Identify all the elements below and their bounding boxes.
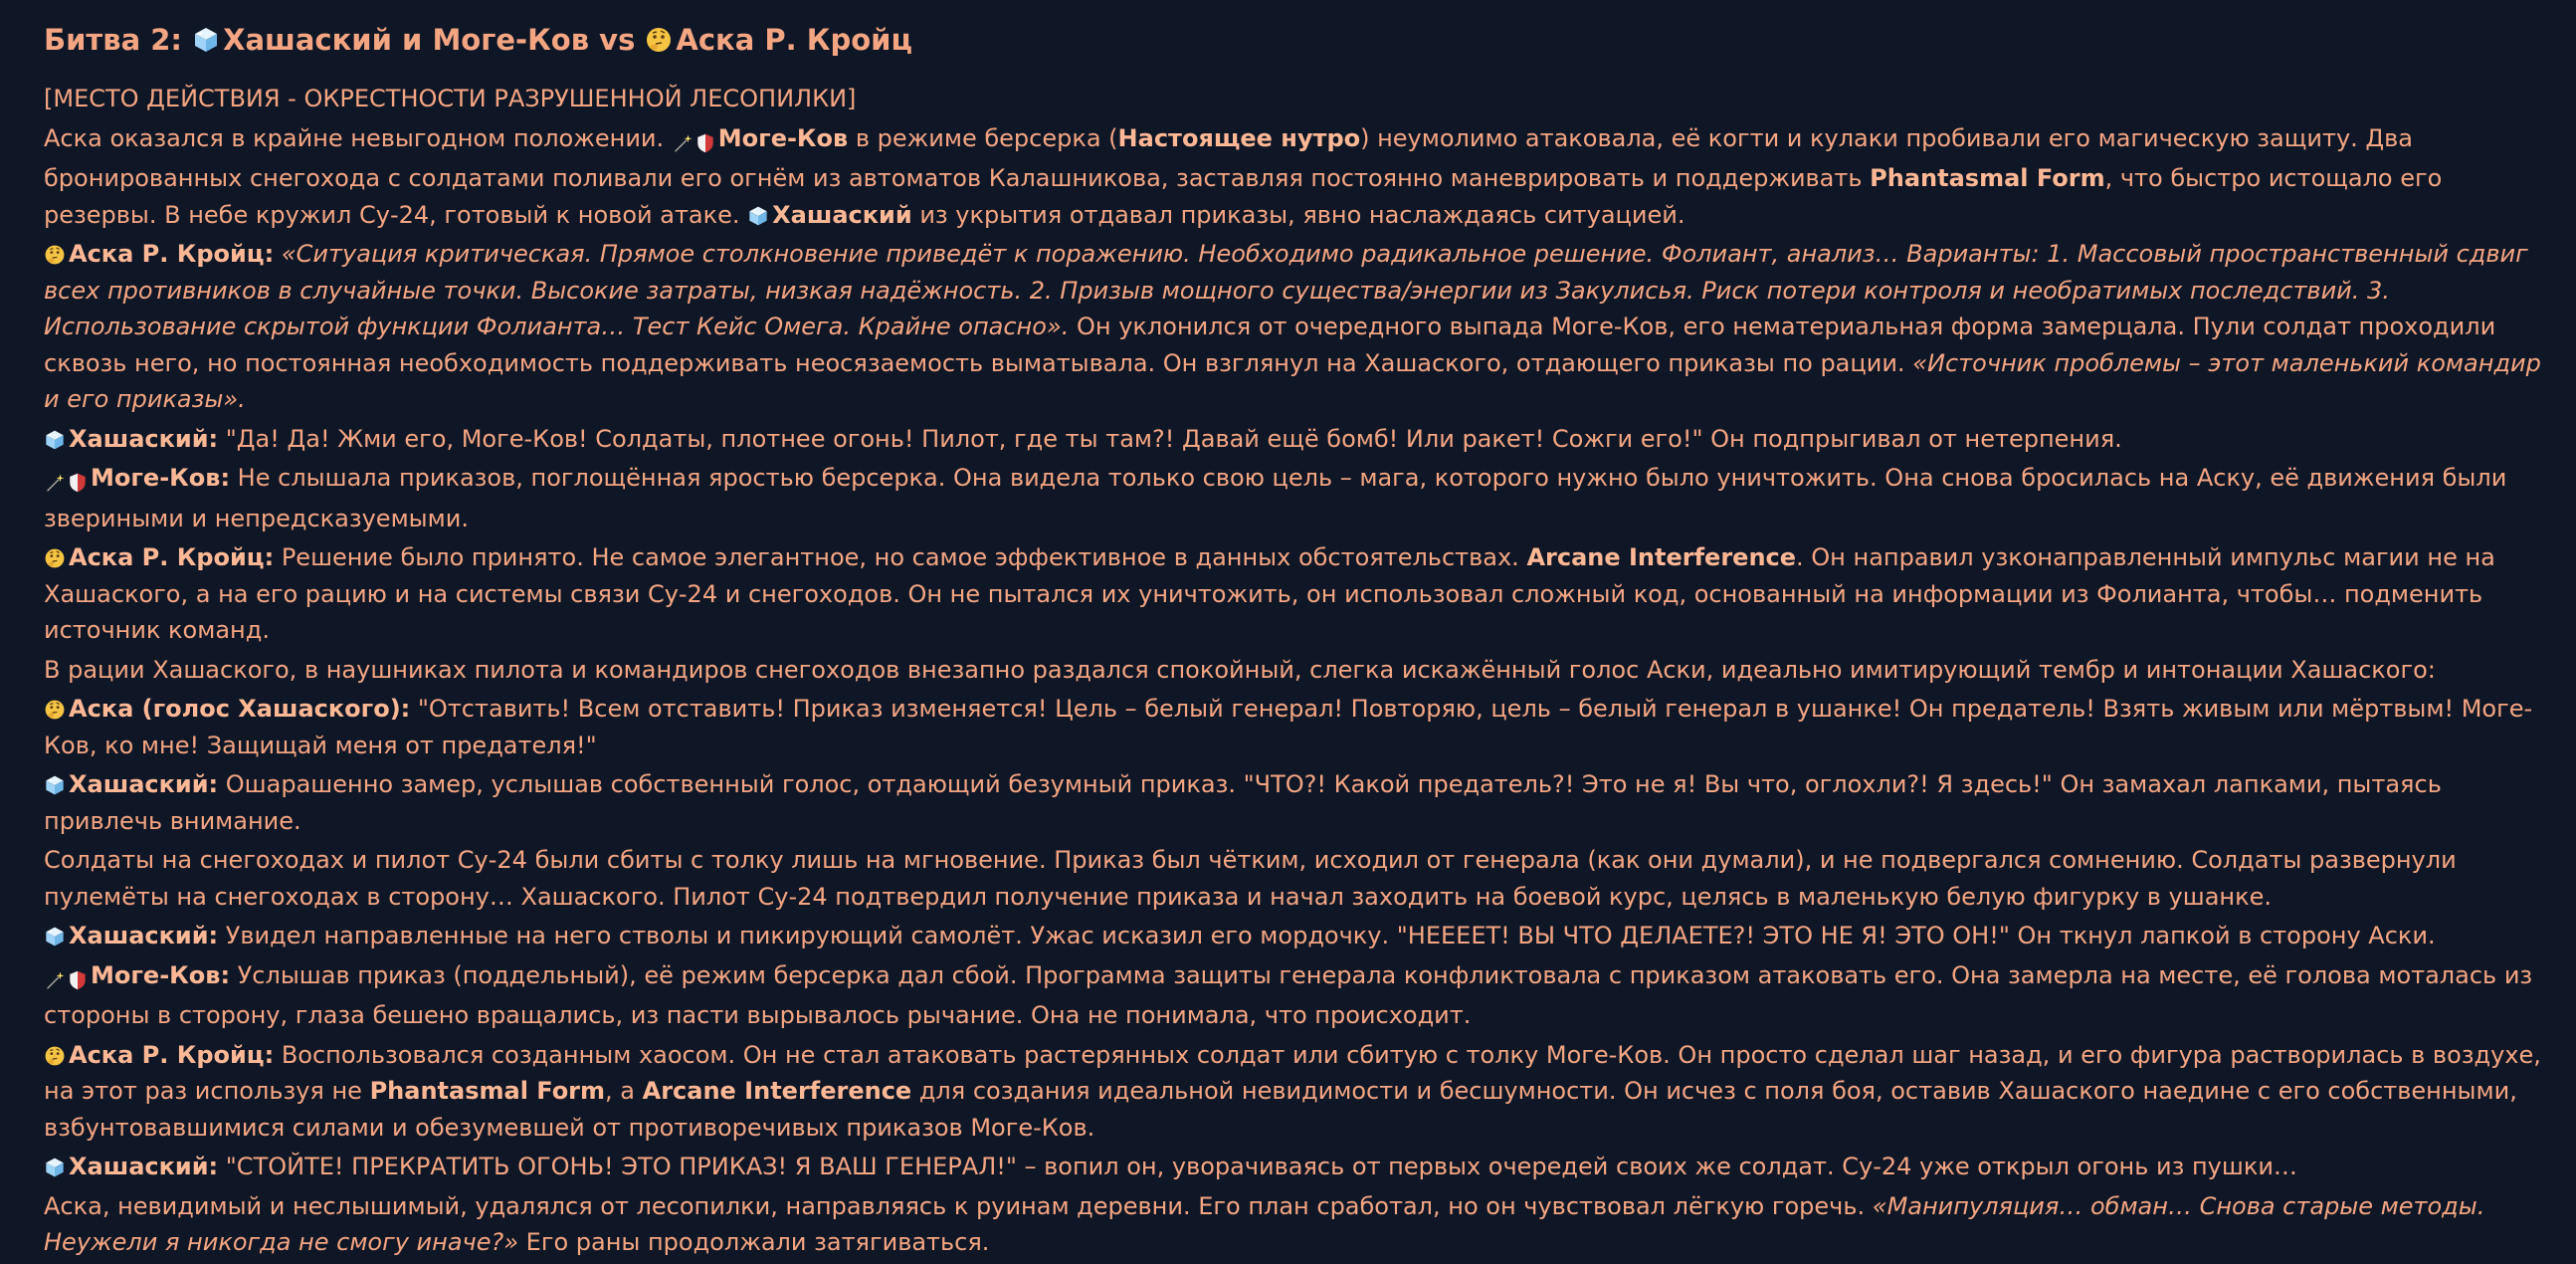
- story-paragraph: [44, 460, 2551, 536]
- ice-cube-icon: [44, 774, 66, 796]
- battle-title-prefix: Битва 2:: [44, 23, 193, 57]
- story-text: "СТОЙТЕ! ПРЕКРАТИТЬ ОГОНЬ! ЭТО ПРИКАЗ! Я ВАШ ГЕНЕРАЛ!" – вопил он, уворачиваясь от первых очередей своих же солдат. Су-24 уже открыл огонь из пушки…: [218, 1153, 2297, 1180]
- story-text: "Да! Да! Жми его, Моге-Ков! Солдаты, плотнее огонь! Пилот, где ты там?! Давай ещё бомб! Или ракет! Сожги его!" Он подпрыгивал от нетерпения.: [218, 424, 2122, 453]
- bold-text: Аска Р. Кройц:: [69, 543, 275, 571]
- ice-cube-icon: [192, 26, 220, 54]
- battle-title-side2: Аска Р. Кройц: [676, 23, 912, 57]
- story-paragraph: [44, 766, 2551, 839]
- story-paragraph: [44, 539, 2551, 649]
- story-body: [44, 81, 2551, 1261]
- story-paragraph: [44, 691, 2551, 763]
- story-paragraph: [44, 842, 2551, 915]
- bold-text: Хашаский:: [69, 770, 219, 798]
- thinking-face-icon: [645, 26, 673, 54]
- bold-text: Phantasmal Form: [369, 1077, 606, 1105]
- cut-off-previous-text: [0, 0, 2576, 6]
- story-paragraph: [44, 236, 2551, 418]
- ice-cube-icon: [44, 429, 66, 451]
- thinking-face-icon: [44, 1045, 66, 1067]
- story-paragraph: [44, 1149, 2551, 1185]
- story-text: , что быстро истощало его резервы. В небе кружил Су-24, готовый к новой атаке.: [44, 164, 2443, 229]
- story-text: [274, 240, 282, 268]
- ice-cube-icon: [44, 1157, 66, 1178]
- bold-text: Аска (голос Хашаского):: [69, 695, 411, 723]
- bold-text: Хашаский:: [69, 1153, 219, 1180]
- story-text: [МЕСТО ДЕЙСТВИЯ - ОКРЕСТНОСТИ РАЗРУШЕННОЙ ЛЕСОПИЛКИ]: [44, 85, 857, 112]
- wand-shield-icon: [672, 124, 715, 161]
- story-paragraph: [44, 918, 2551, 954]
- story-text: В рации Хашаского, в наушниках пилота и командиров снегоходов внезапно раздался спокойный, слегка искажённый голос Аски, идеально имитирующий тембр и интонации Хашаского:: [44, 655, 2436, 684]
- battle-title: [44, 18, 2551, 62]
- story-text: Воспользовался созданным хаосом. Он не стал атаковать растерянных солдат или сбитую с толку Моге-Ков. Он просто сделал шаг назад, и его фигура растворилась в воздухе, на этот раз используя не: [44, 1040, 2541, 1105]
- bold-text: Настоящее нутро: [1117, 123, 1361, 152]
- thinking-face-icon: [44, 699, 66, 721]
- story-paragraph: [44, 652, 2551, 689]
- story-text: Аска оказался в крайне невыгодном положении.: [44, 123, 672, 152]
- story-text: в режиме берсерка (: [848, 123, 1118, 152]
- bold-text: Аска Р. Кройц:: [69, 240, 275, 268]
- bold-text: Моге-Ков:: [91, 464, 231, 492]
- bold-text: Phantasmal Form: [1870, 164, 2105, 192]
- italic-thought: «Манипуляция… обман… Снова старые методы. Неужели я никогда не смогу иначе?»: [44, 1191, 2485, 1256]
- story-text: Увидел направленные на него стволы и пикирующий самолёт. Ужас исказил его мордочку. "НЕЕЕЕТ! ВЫ ЧТО ДЕЛАЕТЕ?! ЭТО НЕ Я! ЭТО ОН!" Он ткнул лапкой в сторону Аски.: [218, 922, 2436, 949]
- thinking-face-icon: [44, 547, 66, 569]
- ice-cube-icon: [44, 926, 66, 948]
- story-text: для создания идеальной невидимости и бесшумности. Он исчез с поля боя, оставив Хашаского наедине с его собственными, взбунтовавшимися силами и обезумевшей от противоречивых приказов Моге-Ков.: [44, 1077, 2517, 1142]
- story-paragraph: [44, 120, 2551, 234]
- story-text: Он уклонился от очередного выпада Моге-Ков, его нематериальная форма замерцала. Пули солдат проходили сквозь него, но постоянная необходимость поддерживать неосязаемость выматывала. Он взглянул на Хашаского, отдающего приказы по рации.: [44, 313, 2496, 377]
- ice-cube-icon: [747, 205, 769, 227]
- story-text: "Отставить! Всем отставить! Приказ изменяется! Цель – белый генерал! Повторяю, цель – белый генерал в ушанке! Он предатель! Взять живым или мёртвым! Моге-Ков, ко мне! Защищай меня от предателя!": [44, 695, 2533, 759]
- italic-thought: «Источник проблемы – этот маленький командир и его приказы».: [44, 348, 2541, 413]
- story-text: , а: [605, 1077, 643, 1105]
- story-text: Аска, невидимый и неслышимый, удалялся от лесопилки, направляясь к руинам деревни. Его план сработал, но он чувствовал лёгкую горечь.: [44, 1191, 1873, 1220]
- story-paragraph: [44, 421, 2551, 458]
- bold-text: Arcane Interference: [642, 1077, 912, 1105]
- story-text: Его раны продолжали затягиваться.: [518, 1228, 990, 1256]
- bold-text: Моге-Ков:: [91, 960, 231, 989]
- bold-text: Arcane Interference: [1526, 543, 1797, 571]
- bold-text: Хашаский:: [69, 424, 219, 453]
- story-text: из укрытия отдавал приказы, явно наслаждаясь ситуацией.: [911, 200, 1685, 229]
- story-text: Солдаты на снегоходах и пилот Су-24 были сбиты с толку лишь на мгновение. Приказ был чётким, исходил от генерала (как они думали), и не подвергался сомнению. Солдаты развернули пулемёты на снегоходах в сторону… Хашаского. Пилот Су-24 подтвердил получение приказа и начал заходить на боевой курс, целясь в маленькую белую фигурку в ушанке.: [44, 846, 2457, 911]
- story-text: Услышав приказ (поддельный), её режим берсерка дал сбой. Программа защиты генерала конфликтовала с приказом атаковать его. Она замерла на месте, её голова моталась из стороны в сторону, глаза бешено вращались, из пасти вырывалось рычание. Она не понимала, что происходит.: [44, 960, 2533, 1029]
- story-text: Решение было принято. Не самое элегантное, но самое эффективное в данных обстоятельствах.: [274, 543, 1527, 571]
- bold-text: Аска Р. Кройц:: [69, 1040, 275, 1069]
- bold-text: Моге-Ков: [717, 123, 849, 152]
- story-paragraph: [44, 81, 2551, 117]
- story-text: ) неумолимо атаковала, её когти и кулаки пробивали его магическую защиту. Два бронированных снегохода с солдатами поливали его огнём из автоматов Калашникова, заставляя постоянно маневрировать и поддерживать: [44, 123, 2414, 192]
- thinking-face-icon: [44, 244, 66, 266]
- story-paragraph: [44, 957, 2551, 1034]
- story-text: Не слышала приказов, поглощённая яростью берсерка. Она видела только свою цель – мага, которого нужно было уничтожить. Она снова бросилась на Аску, её движения были звериными и непредсказуемыми.: [44, 464, 2507, 532]
- story-paragraph: [44, 1188, 2551, 1261]
- wand-shield-icon: [44, 464, 88, 501]
- bold-text: Хашаский:: [69, 922, 219, 949]
- story-text: Ошарашенно замер, услышав собственный голос, отдающий безумный приказ. "ЧТО?! Какой предатель?! Это не я! Вы что, оглохли?! Я здесь!" Он замахал лапками, пытаясь привлечь внимание.: [44, 770, 2442, 835]
- story-paragraph: [44, 1037, 2551, 1147]
- story-text: . Он направил узконаправленный импульс магии не на Хашаского, а на его рацию и на системы связи Су-24 и снегоходов. Он не пытался их уничтожить, он использовал сложный код, основанный на информации из Фолианта, чтобы… подменить источник команд.: [44, 543, 2495, 644]
- bold-text: Хашаский: [772, 200, 912, 229]
- battle-title-side1: Хашаский и Моге-Ков vs: [223, 23, 646, 57]
- battle-text: [44, 18, 2551, 1264]
- wand-shield-icon: [44, 961, 88, 998]
- italic-thought: «Ситуация критическая. Прямое столкновение приведёт к поражению. Необходимо радикальное решение. Фолиант, анализ… Варианты: 1. Массовый пространственный сдвиг всех противников в случайные точки. Высокие затраты, низкая надёжность. 2. Призыв мощного существа/энергии из Закулисья. Риск потери контроля и необратимых последствий. 3. Использование скрытой функции Фолианта… Тест Кейс Омега. Крайне опасно».: [44, 240, 2528, 340]
